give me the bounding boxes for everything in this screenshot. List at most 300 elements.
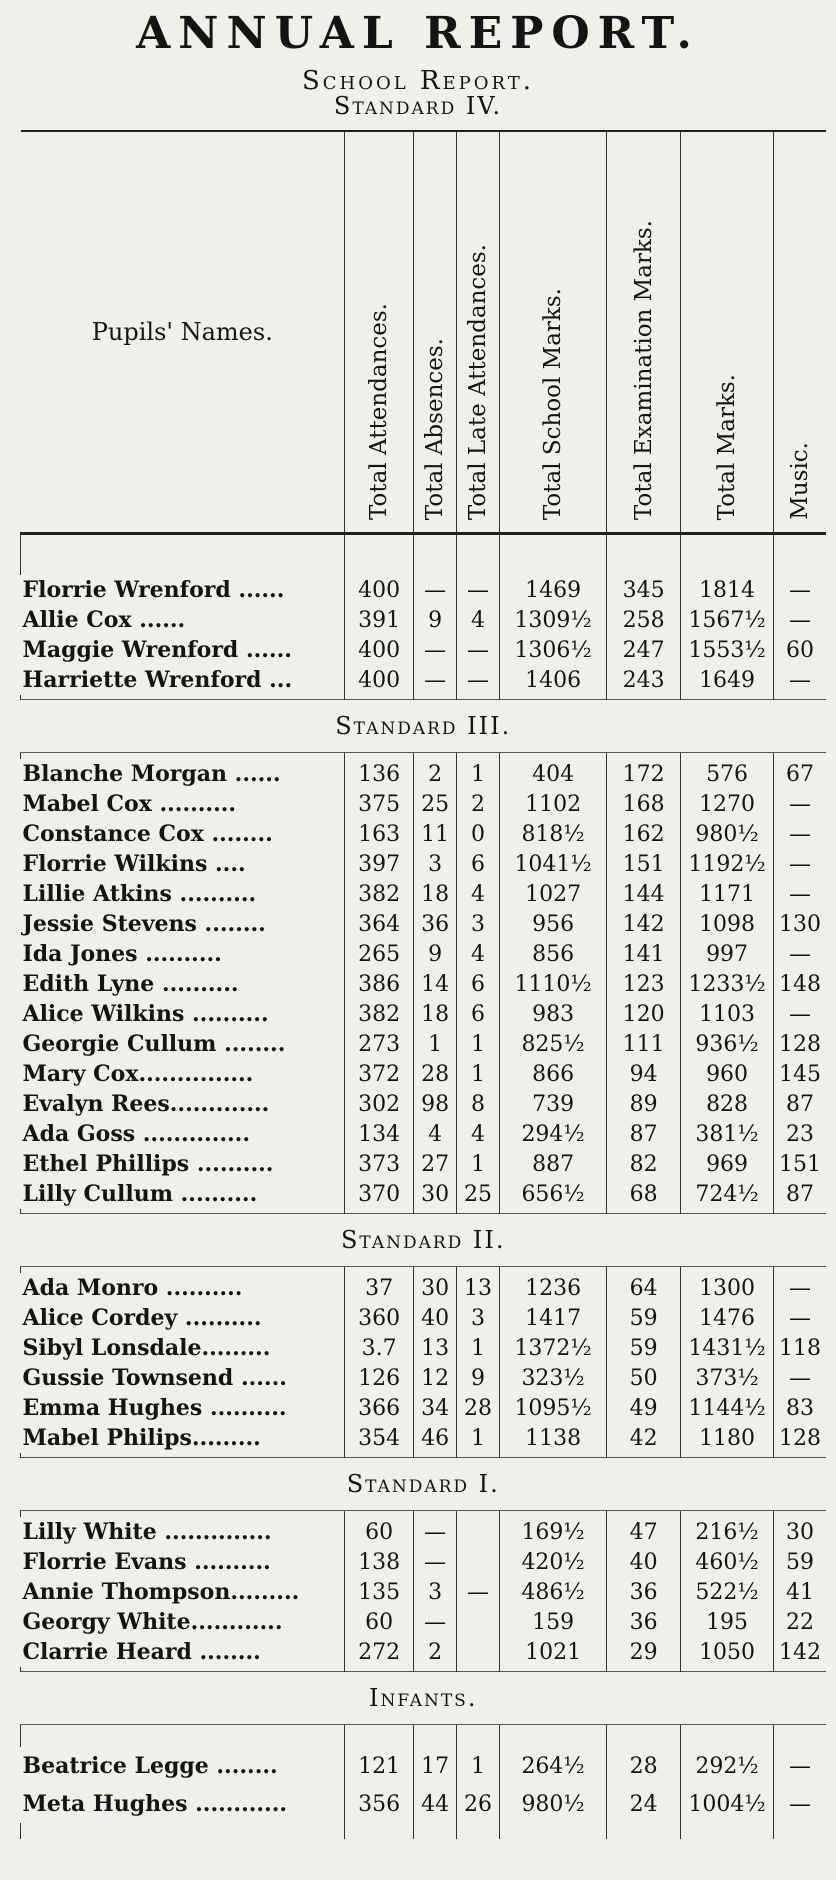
spacer-cell bbox=[607, 1823, 681, 1839]
total-marks: 195 bbox=[681, 1607, 774, 1637]
late-attendances: 3 bbox=[457, 1303, 500, 1333]
school-marks: 856 bbox=[499, 939, 606, 969]
late-attendances bbox=[457, 1607, 500, 1637]
late-attendances bbox=[457, 1517, 500, 1547]
table-row bbox=[21, 1423, 827, 1453]
total-marks: 1144½ bbox=[681, 1393, 774, 1423]
attendances: 372 bbox=[345, 1059, 414, 1089]
table-row bbox=[21, 1303, 827, 1333]
absences: 4 bbox=[414, 1119, 457, 1149]
music-marks: 67 bbox=[774, 759, 826, 789]
music-marks: 128 bbox=[774, 1029, 826, 1059]
spacer-cell bbox=[457, 1725, 500, 1748]
attendances: 265 bbox=[345, 939, 414, 969]
table-row bbox=[21, 1149, 827, 1179]
school-marks: 404 bbox=[499, 759, 606, 789]
late-attendances: 6 bbox=[457, 999, 500, 1029]
report-subtitle: School Report. bbox=[301, 66, 535, 96]
absences: — bbox=[414, 635, 457, 665]
table-row bbox=[21, 1333, 827, 1363]
absences: — bbox=[414, 1607, 457, 1637]
total-marks: 216½ bbox=[681, 1517, 774, 1547]
late-attendances: 1 bbox=[457, 1333, 500, 1363]
late-attendances: — bbox=[457, 635, 500, 665]
attendances: 366 bbox=[345, 1393, 414, 1423]
late-attendances: 1 bbox=[457, 1747, 500, 1785]
exam-marks: 64 bbox=[607, 1273, 681, 1303]
absences: 2 bbox=[414, 1637, 457, 1667]
table-row bbox=[21, 1119, 827, 1149]
standard-heading-row bbox=[21, 700, 827, 753]
absences: 36 bbox=[414, 909, 457, 939]
late-attendances: — bbox=[457, 1577, 500, 1607]
total-marks: 1814 bbox=[681, 575, 774, 605]
absences: 30 bbox=[414, 1273, 457, 1303]
exam-marks: 258 bbox=[607, 605, 681, 635]
late-attendances: 8 bbox=[457, 1089, 500, 1119]
music-marks: — bbox=[774, 1785, 826, 1823]
table-row bbox=[21, 1547, 827, 1577]
exam-marks: 89 bbox=[607, 1089, 681, 1119]
pupil-name: Emma Hughes .......... bbox=[22, 1395, 287, 1421]
exam-marks: 36 bbox=[607, 1577, 681, 1607]
pupil-name: Mabel Philips......... bbox=[22, 1425, 261, 1451]
spacer-cell bbox=[345, 534, 414, 576]
late-attendances: 28 bbox=[457, 1393, 500, 1423]
music-marks: — bbox=[774, 819, 826, 849]
absences: 11 bbox=[414, 819, 457, 849]
marks-table bbox=[20, 130, 826, 1839]
music-marks: — bbox=[774, 1303, 826, 1333]
spacer-cell bbox=[457, 534, 500, 576]
late-attendances: 1 bbox=[457, 1029, 500, 1059]
attendances: 60 bbox=[345, 1607, 414, 1637]
spacer-cell bbox=[774, 534, 826, 576]
spacer-cell bbox=[499, 534, 606, 576]
attendances: 397 bbox=[345, 849, 414, 879]
late-attendances: 4 bbox=[457, 605, 500, 635]
school-marks: 1021 bbox=[499, 1637, 606, 1667]
absences: 3 bbox=[414, 849, 457, 879]
absences: 44 bbox=[414, 1785, 457, 1823]
table-row bbox=[21, 1363, 827, 1393]
attendances: 370 bbox=[345, 1179, 414, 1209]
exam-marks: 36 bbox=[607, 1607, 681, 1637]
total-marks: 373½ bbox=[681, 1363, 774, 1393]
spacer-cell bbox=[414, 1725, 457, 1748]
late-attendances: 6 bbox=[457, 849, 500, 879]
table-row bbox=[21, 1273, 827, 1303]
music-marks: — bbox=[774, 939, 826, 969]
total-marks: 292½ bbox=[681, 1747, 774, 1785]
total-marks: 1431½ bbox=[681, 1333, 774, 1363]
attendances: 3.7 bbox=[345, 1333, 414, 1363]
pupil-name: Clarrie Heard ........ bbox=[22, 1639, 261, 1665]
exam-marks: 172 bbox=[607, 759, 681, 789]
total-marks: 460½ bbox=[681, 1547, 774, 1577]
music-marks: — bbox=[774, 575, 826, 605]
attendances: 126 bbox=[345, 1363, 414, 1393]
school-marks: 294½ bbox=[499, 1119, 606, 1149]
school-marks: 1417 bbox=[499, 1303, 606, 1333]
absences: — bbox=[414, 575, 457, 605]
school-marks: 1372½ bbox=[499, 1333, 606, 1363]
table-row bbox=[21, 1607, 827, 1637]
table-row bbox=[21, 575, 827, 605]
late-attendances: 4 bbox=[457, 879, 500, 909]
music-marks: 128 bbox=[774, 1423, 826, 1453]
total-marks: 522½ bbox=[681, 1577, 774, 1607]
music-marks: — bbox=[774, 665, 826, 695]
table-body bbox=[21, 534, 827, 1840]
pupil-name: Ethel Phillips .......... bbox=[22, 1151, 274, 1177]
exam-marks: 24 bbox=[607, 1785, 681, 1823]
spacer-cell bbox=[21, 1823, 345, 1839]
music-marks: 30 bbox=[774, 1517, 826, 1547]
pupil-name: Beatrice Legge ........ bbox=[22, 1753, 278, 1779]
absences: 18 bbox=[414, 879, 457, 909]
table-row bbox=[21, 605, 827, 635]
table-row bbox=[21, 969, 827, 999]
table-row bbox=[21, 789, 827, 819]
absences: 2 bbox=[414, 759, 457, 789]
pupil-name: Florrie Wilkins .... bbox=[22, 851, 246, 877]
spacer-row bbox=[21, 1725, 827, 1748]
music-marks: 87 bbox=[774, 1179, 826, 1209]
music-marks: 60 bbox=[774, 635, 826, 665]
spacer-cell bbox=[681, 1823, 774, 1839]
standard-heading-row bbox=[21, 1672, 827, 1725]
exam-marks: 345 bbox=[607, 575, 681, 605]
table-row bbox=[21, 1179, 827, 1209]
spacer-cell bbox=[774, 1725, 826, 1748]
total-marks: 997 bbox=[681, 939, 774, 969]
late-attendances bbox=[457, 1547, 500, 1577]
pupil-name: Georgie Cullum ........ bbox=[22, 1031, 286, 1057]
late-attendances: 4 bbox=[457, 1119, 500, 1149]
exam-marks: 162 bbox=[607, 819, 681, 849]
pupil-name: Blanche Morgan ...... bbox=[22, 761, 281, 787]
music-marks: 41 bbox=[774, 1577, 826, 1607]
exam-marks: 87 bbox=[607, 1119, 681, 1149]
spacer-cell bbox=[499, 1725, 606, 1748]
table-row bbox=[21, 939, 827, 969]
attendances: 360 bbox=[345, 1303, 414, 1333]
header-school-marks: Total School Marks. bbox=[499, 131, 606, 534]
absences: 9 bbox=[414, 939, 457, 969]
header-exam-marks: Total Examination Marks. bbox=[607, 131, 681, 534]
music-marks: 118 bbox=[774, 1333, 826, 1363]
attendances: 121 bbox=[345, 1747, 414, 1785]
exam-marks: 247 bbox=[607, 635, 681, 665]
late-attendances bbox=[457, 1637, 500, 1667]
total-marks: 1171 bbox=[681, 879, 774, 909]
total-marks: 1180 bbox=[681, 1423, 774, 1453]
standard-heading-row bbox=[21, 1214, 827, 1267]
total-marks: 980½ bbox=[681, 819, 774, 849]
exam-marks: 50 bbox=[607, 1363, 681, 1393]
school-marks: 656½ bbox=[499, 1179, 606, 1209]
spacer-row bbox=[21, 1823, 827, 1839]
total-marks: 381½ bbox=[681, 1119, 774, 1149]
attendances: 400 bbox=[345, 635, 414, 665]
music-marks: — bbox=[774, 605, 826, 635]
absences: 28 bbox=[414, 1059, 457, 1089]
late-attendances: 13 bbox=[457, 1273, 500, 1303]
spacer-cell bbox=[457, 1823, 500, 1839]
header-names: Pupils' Names. bbox=[21, 131, 345, 534]
absences: 30 bbox=[414, 1179, 457, 1209]
attendances: 163 bbox=[345, 819, 414, 849]
attendances: 272 bbox=[345, 1637, 414, 1667]
standard-heading: Standard III. bbox=[21, 700, 827, 753]
music-marks: 23 bbox=[774, 1119, 826, 1149]
music-marks: — bbox=[774, 1363, 826, 1393]
total-marks: 724½ bbox=[681, 1179, 774, 1209]
pupil-name: Ida Jones .......... bbox=[22, 941, 222, 967]
absences: 27 bbox=[414, 1149, 457, 1179]
exam-marks: 47 bbox=[607, 1517, 681, 1547]
late-attendances: 0 bbox=[457, 819, 500, 849]
attendances: 60 bbox=[345, 1517, 414, 1547]
table-row bbox=[21, 1637, 827, 1667]
total-marks: 1004½ bbox=[681, 1785, 774, 1823]
pupil-name: Florrie Wrenford ...... bbox=[22, 577, 285, 603]
absences: 25 bbox=[414, 789, 457, 819]
school-marks: 1095½ bbox=[499, 1393, 606, 1423]
music-marks: 59 bbox=[774, 1547, 826, 1577]
total-marks: 1300 bbox=[681, 1273, 774, 1303]
school-marks: 983 bbox=[499, 999, 606, 1029]
school-marks: 1406 bbox=[499, 665, 606, 695]
absences: — bbox=[414, 1547, 457, 1577]
table-row bbox=[21, 1029, 827, 1059]
school-marks: 818½ bbox=[499, 819, 606, 849]
absences: 3 bbox=[414, 1577, 457, 1607]
exam-marks: 120 bbox=[607, 999, 681, 1029]
music-marks: — bbox=[774, 1747, 826, 1785]
absences: 14 bbox=[414, 969, 457, 999]
pupil-name: Mary Cox............... bbox=[22, 1061, 254, 1087]
exam-marks: 59 bbox=[607, 1333, 681, 1363]
pupil-name: Lillie Atkins .......... bbox=[22, 881, 257, 907]
exam-marks: 59 bbox=[607, 1303, 681, 1333]
attendances: 375 bbox=[345, 789, 414, 819]
school-marks: 1027 bbox=[499, 879, 606, 909]
spacer-cell bbox=[21, 1725, 345, 1748]
total-marks: 969 bbox=[681, 1149, 774, 1179]
exam-marks: 94 bbox=[607, 1059, 681, 1089]
spacer-cell bbox=[21, 534, 345, 576]
pupil-name: Ada Monro .......... bbox=[22, 1275, 243, 1301]
header-attendances: Total Attendances. bbox=[345, 131, 414, 534]
total-marks: 1192½ bbox=[681, 849, 774, 879]
pupil-name: Georgy White............ bbox=[22, 1609, 283, 1635]
exam-marks: 142 bbox=[607, 909, 681, 939]
header-total-marks: Total Marks. bbox=[681, 131, 774, 534]
exam-marks: 144 bbox=[607, 879, 681, 909]
absences: 18 bbox=[414, 999, 457, 1029]
total-marks: 1553½ bbox=[681, 635, 774, 665]
exam-marks: 141 bbox=[607, 939, 681, 969]
exam-marks: 123 bbox=[607, 969, 681, 999]
pupil-name: Lilly White .............. bbox=[22, 1519, 272, 1545]
attendances: 386 bbox=[345, 969, 414, 999]
spacer-cell bbox=[681, 1725, 774, 1748]
absences: — bbox=[414, 665, 457, 695]
total-marks: 1270 bbox=[681, 789, 774, 819]
late-attendances: — bbox=[457, 665, 500, 695]
table-row bbox=[21, 1393, 827, 1423]
pupil-name: Sibyl Lonsdale......... bbox=[22, 1335, 271, 1361]
pupil-name: Edith Lyne .......... bbox=[22, 971, 239, 997]
exam-marks: 29 bbox=[607, 1637, 681, 1667]
table-row bbox=[21, 879, 827, 909]
music-marks: — bbox=[774, 849, 826, 879]
late-attendances: 1 bbox=[457, 1423, 500, 1453]
absences: 98 bbox=[414, 1089, 457, 1119]
school-marks: 887 bbox=[499, 1149, 606, 1179]
music-marks: 87 bbox=[774, 1089, 826, 1119]
school-marks: 169½ bbox=[499, 1517, 606, 1547]
exam-marks: 151 bbox=[607, 849, 681, 879]
table-row bbox=[21, 999, 827, 1029]
spacer-cell bbox=[499, 1823, 606, 1839]
table-row bbox=[21, 1577, 827, 1607]
school-marks: 486½ bbox=[499, 1577, 606, 1607]
spacer-cell bbox=[607, 534, 681, 576]
total-marks: 828 bbox=[681, 1089, 774, 1119]
late-attendances: 1 bbox=[457, 759, 500, 789]
exam-marks: 42 bbox=[607, 1423, 681, 1453]
attendances: 364 bbox=[345, 909, 414, 939]
attendances: 302 bbox=[345, 1089, 414, 1119]
exam-marks: 82 bbox=[607, 1149, 681, 1179]
attendances: 391 bbox=[345, 605, 414, 635]
attendances: 382 bbox=[345, 999, 414, 1029]
music-marks: — bbox=[774, 789, 826, 819]
attendances: 135 bbox=[345, 1577, 414, 1607]
table-row bbox=[21, 1089, 827, 1119]
table-row bbox=[21, 635, 827, 665]
total-marks: 1476 bbox=[681, 1303, 774, 1333]
exam-marks: 168 bbox=[607, 789, 681, 819]
pupil-name: Lilly Cullum .......... bbox=[22, 1181, 258, 1207]
music-marks: 142 bbox=[774, 1637, 826, 1667]
header-absences: Total Absences. bbox=[414, 131, 457, 534]
attendances: 138 bbox=[345, 1547, 414, 1577]
late-attendances: — bbox=[457, 575, 500, 605]
exam-marks: 49 bbox=[607, 1393, 681, 1423]
header-music: Music. bbox=[774, 131, 826, 534]
music-marks: — bbox=[774, 1273, 826, 1303]
absences: 13 bbox=[414, 1333, 457, 1363]
pupil-name: Allie Cox ...... bbox=[22, 607, 186, 633]
exam-marks: 68 bbox=[607, 1179, 681, 1209]
spacer-cell bbox=[774, 1823, 826, 1839]
absences: 12 bbox=[414, 1363, 457, 1393]
absences: 1 bbox=[414, 1029, 457, 1059]
table-row bbox=[21, 1059, 827, 1089]
pupil-name: Alice Wilkins .......... bbox=[22, 1001, 269, 1027]
table-row bbox=[21, 1747, 827, 1785]
standard-heading: Infants. bbox=[21, 1672, 827, 1725]
attendances: 400 bbox=[345, 575, 414, 605]
school-marks: 980½ bbox=[499, 1785, 606, 1823]
spacer-cell bbox=[345, 1823, 414, 1839]
school-marks: 1110½ bbox=[499, 969, 606, 999]
music-marks: 151 bbox=[774, 1149, 826, 1179]
late-attendances: 3 bbox=[457, 909, 500, 939]
report-title: ANNUAL REPORT. bbox=[136, 8, 700, 59]
table-row bbox=[21, 665, 827, 695]
table-row bbox=[21, 1517, 827, 1547]
spacer-cell bbox=[345, 1725, 414, 1748]
music-marks: 145 bbox=[774, 1059, 826, 1089]
school-marks: 739 bbox=[499, 1089, 606, 1119]
total-marks: 960 bbox=[681, 1059, 774, 1089]
spacer-row bbox=[21, 534, 827, 576]
school-marks: 264½ bbox=[499, 1747, 606, 1785]
late-attendances: 1 bbox=[457, 1149, 500, 1179]
table-row bbox=[21, 819, 827, 849]
school-marks: 159 bbox=[499, 1607, 606, 1637]
school-marks: 1306½ bbox=[499, 635, 606, 665]
table-row bbox=[21, 849, 827, 879]
spacer-cell bbox=[414, 1823, 457, 1839]
attendances: 400 bbox=[345, 665, 414, 695]
music-marks: 130 bbox=[774, 909, 826, 939]
late-attendances: 25 bbox=[457, 1179, 500, 1209]
pupil-name: Alice Cordey .......... bbox=[22, 1305, 262, 1331]
standard-heading: Standard II. bbox=[21, 1214, 827, 1267]
attendances: 356 bbox=[345, 1785, 414, 1823]
pupil-name: Meta Hughes ............ bbox=[22, 1791, 288, 1817]
school-marks: 956 bbox=[499, 909, 606, 939]
header-late: Total Late Attendances. bbox=[457, 131, 500, 534]
pupil-name: Evalyn Rees............. bbox=[22, 1091, 270, 1117]
spacer-cell bbox=[681, 534, 774, 576]
pupil-name: Harriette Wrenford ... bbox=[22, 667, 293, 693]
pupil-name: Ada Goss .............. bbox=[22, 1121, 250, 1147]
music-marks: 22 bbox=[774, 1607, 826, 1637]
absences: — bbox=[414, 1517, 457, 1547]
spacer-cell bbox=[607, 1725, 681, 1748]
standard-heading: Standard I. bbox=[21, 1458, 827, 1511]
school-marks: 323½ bbox=[499, 1363, 606, 1393]
absences: 46 bbox=[414, 1423, 457, 1453]
pupil-name: Florrie Evans .......... bbox=[22, 1549, 271, 1575]
school-marks: 825½ bbox=[499, 1029, 606, 1059]
late-attendances: 26 bbox=[457, 1785, 500, 1823]
late-attendances: 6 bbox=[457, 969, 500, 999]
table-row bbox=[21, 759, 827, 789]
late-attendances: 4 bbox=[457, 939, 500, 969]
pupil-name: Maggie Wrenford ...... bbox=[22, 637, 292, 663]
attendances: 37 bbox=[345, 1273, 414, 1303]
late-attendances: 2 bbox=[457, 789, 500, 819]
pupil-name: Annie Thompson......... bbox=[22, 1579, 300, 1605]
attendances: 354 bbox=[345, 1423, 414, 1453]
absences: 40 bbox=[414, 1303, 457, 1333]
attendances: 373 bbox=[345, 1149, 414, 1179]
total-marks: 1649 bbox=[681, 665, 774, 695]
total-marks: 936½ bbox=[681, 1029, 774, 1059]
school-marks: 1102 bbox=[499, 789, 606, 819]
school-marks: 1138 bbox=[499, 1423, 606, 1453]
attendances: 134 bbox=[345, 1119, 414, 1149]
school-marks: 1041½ bbox=[499, 849, 606, 879]
